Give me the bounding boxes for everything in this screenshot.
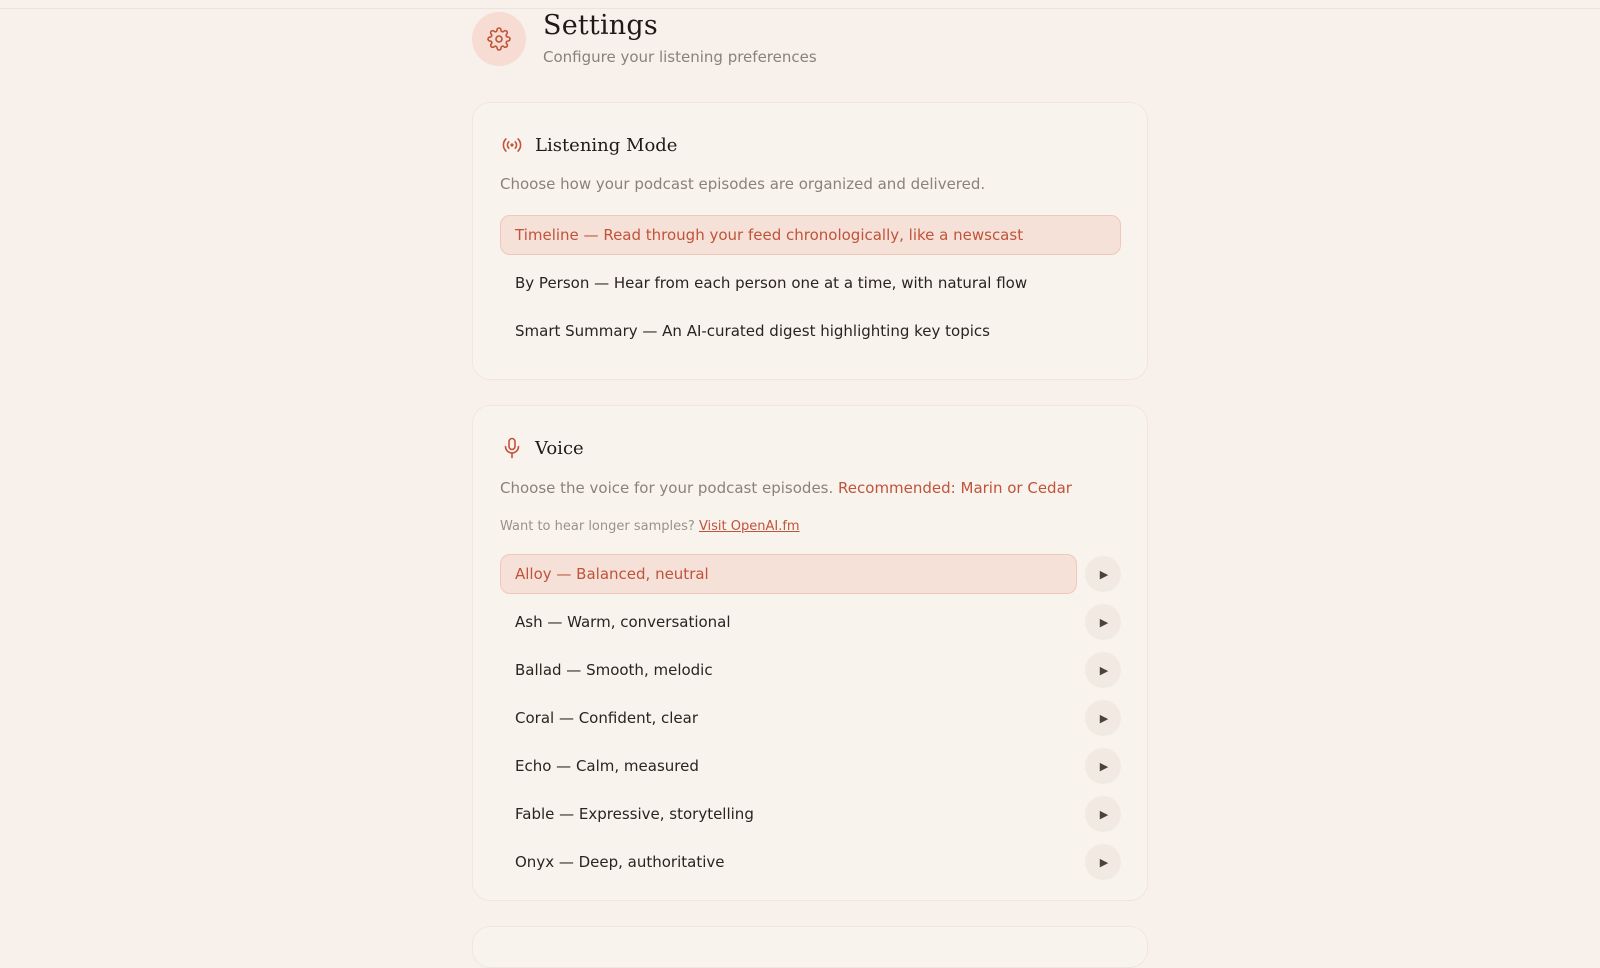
- play-icon: ▶: [1099, 807, 1109, 821]
- voice-option-ash[interactable]: [500, 602, 1077, 642]
- listening-mode-description: Choose how your podcast episodes are organized and delivered.: [500, 175, 986, 193]
- voice-option-label: Onyx — Deep, authoritative: [515, 853, 725, 871]
- play-icon: ▶: [1099, 567, 1109, 581]
- listening-mode-title: Listening Mode: [535, 134, 678, 156]
- play-icon: ▶: [1099, 759, 1109, 773]
- listening-mode-card: [472, 102, 1148, 380]
- voice-option-label: Coral — Confident, clear: [515, 709, 698, 727]
- page-title: Settings: [543, 10, 658, 41]
- play-sample-coral[interactable]: [1085, 700, 1121, 736]
- settings-badge: [472, 12, 526, 66]
- voice-option-echo[interactable]: [500, 746, 1077, 786]
- play-icon: ▶: [1099, 855, 1109, 869]
- microphone-icon: [500, 436, 524, 460]
- samples-note: [500, 519, 800, 534]
- gear-icon: [487, 27, 511, 51]
- voice-description-text: Choose the voice for your podcast episodes.: [500, 479, 834, 497]
- play-sample-echo[interactable]: [1085, 748, 1121, 784]
- play-icon: ▶: [1099, 663, 1109, 677]
- openai-fm-link[interactable]: Visit OpenAI.fm: [698, 519, 800, 534]
- play-icon: ▶: [1099, 711, 1109, 725]
- broadcast-icon: [500, 133, 524, 157]
- play-sample-fable[interactable]: [1085, 796, 1121, 832]
- mode-option-label: Smart Summary — An AI-curated digest highlighting key topics: [515, 322, 990, 340]
- mode-option-smart-summary[interactable]: [500, 311, 1121, 351]
- voice-option-label: Ballad — Smooth, melodic: [515, 661, 713, 679]
- play-sample-ballad[interactable]: [1085, 652, 1121, 688]
- voice-option-coral[interactable]: [500, 698, 1077, 738]
- top-divider: [0, 8, 1600, 9]
- voice-option-ballad[interactable]: [500, 650, 1077, 690]
- voice-option-alloy[interactable]: [500, 554, 1077, 594]
- mode-option-label: Timeline — Read through your feed chronologically, like a newscast: [515, 226, 1024, 244]
- voice-option-label: Fable — Expressive, storytelling: [515, 805, 754, 823]
- voice-option-label: Alloy — Balanced, neutral: [515, 565, 709, 583]
- mode-option-label: By Person — Hear from each person one at a time, with natural flow: [515, 274, 1028, 292]
- samples-prompt: Want to hear longer samples?: [500, 519, 695, 534]
- voice-recommendation: Recommended: Marin or Cedar: [838, 479, 1072, 497]
- play-icon: ▶: [1099, 615, 1109, 629]
- play-sample-ash[interactable]: [1085, 604, 1121, 640]
- voice-description: [500, 479, 1072, 497]
- listening-mode-header: [500, 130, 677, 160]
- voice-header: [500, 433, 584, 463]
- mode-option-by-person[interactable]: [500, 263, 1121, 303]
- voice-option-fable[interactable]: [500, 794, 1077, 834]
- mode-option-timeline[interactable]: [500, 215, 1121, 255]
- page-subtitle: Configure your listening preferences: [543, 48, 817, 66]
- voice-option-label: Ash — Warm, conversational: [515, 613, 731, 631]
- voice-card: [472, 405, 1148, 901]
- play-sample-onyx[interactable]: [1085, 844, 1121, 880]
- next-settings-card: [472, 926, 1148, 968]
- voice-title: Voice: [535, 437, 584, 459]
- play-sample-alloy[interactable]: [1085, 556, 1121, 592]
- voice-option-onyx[interactable]: [500, 842, 1077, 882]
- voice-option-label: Echo — Calm, measured: [515, 757, 699, 775]
- page-header: [472, 12, 1148, 68]
